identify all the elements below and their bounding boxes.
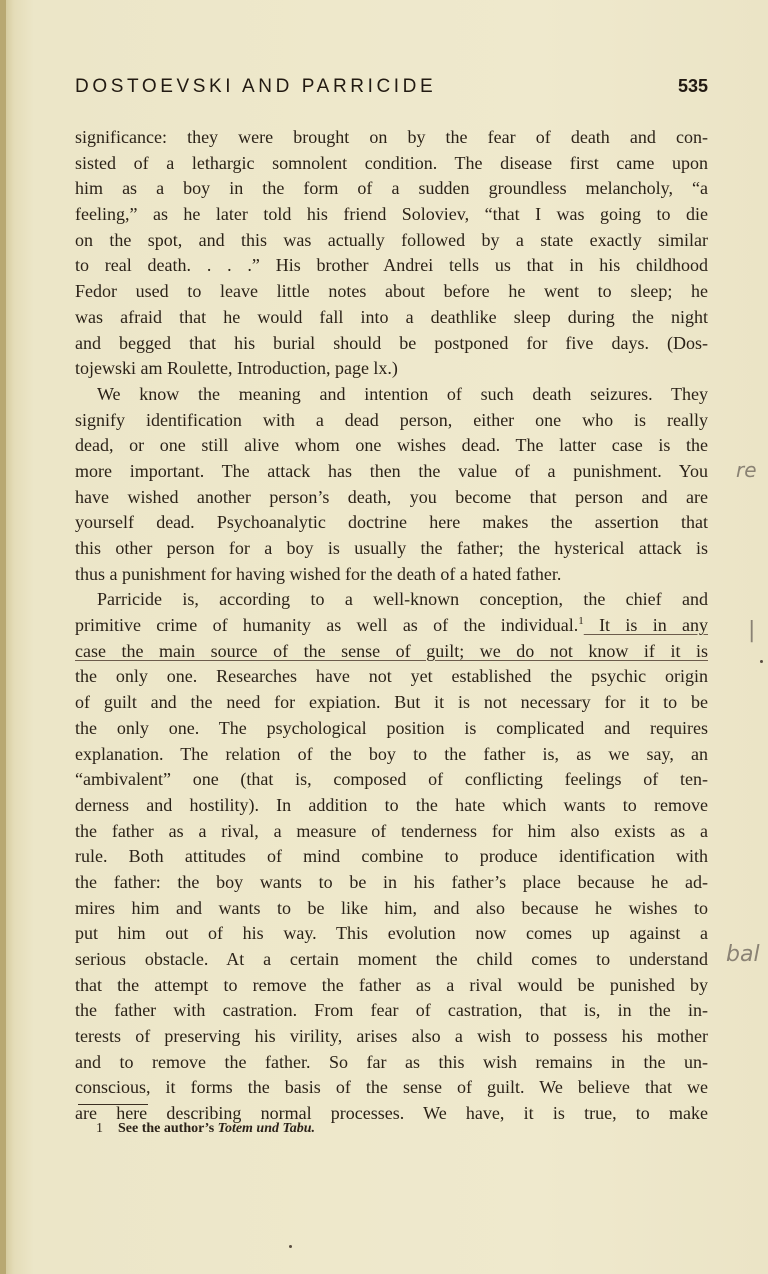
- text-line: are here describing normal processes. We have, it is true, to make: [75, 1103, 708, 1124]
- text-line: serious obstacle. At a certain moment the child comes to understand: [75, 949, 708, 969]
- text-line: Parricide is, according to a well-known conception, the chief and: [97, 589, 708, 610]
- margin-annotation: bal: [726, 942, 760, 967]
- text-line: the only one. The psychological position is complicated and requires: [75, 717, 708, 738]
- underlined-text: It is in any: [583, 615, 709, 636]
- text-line: more important. The attack has then the value of a punishment. You: [75, 460, 708, 481]
- text-line: have wished another person’s death, you become that person and are: [75, 486, 708, 507]
- paragraph-2: [75, 382, 708, 588]
- text-line: conscious, it forms the basis of the sense of guilt. We believe that we: [75, 1077, 708, 1098]
- page-speck: [289, 1245, 292, 1248]
- text-line: the father with castration. From fear of castration, that is, in the in-: [75, 1000, 708, 1021]
- footnote-number: 1: [96, 1121, 103, 1136]
- text-line: this other person for a boy is usually the father; the hysterical attack is: [75, 538, 708, 558]
- text-line: signify identification with a dead person, either one who is really: [75, 409, 708, 430]
- text-line: thus a punishment for having wished for the death of a hated father.: [75, 563, 562, 584]
- text-line: dead, or one still alive whom one wishes dead. The latter case is the: [75, 435, 708, 456]
- text-line: of guilt and the need for expiation. But it is not necessary for it to be: [75, 692, 708, 713]
- text-line: tojewski am Roulette, Introduction, page lx.): [75, 358, 398, 379]
- text-line: feeling,” as he later told his friend Soloviev, “that I was going to die: [75, 204, 708, 225]
- text-line: and to remove the father. So far as this wish remains in the un-: [75, 1051, 708, 1072]
- text-line: We know the meaning and intention of such death seizures. They: [97, 383, 708, 404]
- text-line: explanation. The relation of the boy to the father is, as we say, an: [75, 743, 708, 764]
- footnote-reference: 1: [578, 615, 584, 628]
- text-line: on the spot, and this was actually followed by a state exactly similar: [75, 229, 708, 250]
- text-line: the only one. Researches have not yet established the psychic origin: [75, 666, 708, 687]
- text-line: rule. Both attitudes of mind combine to produce identification with: [75, 846, 708, 867]
- footnote-rule: [78, 1104, 148, 1105]
- text-fragment: primitive crime of humanity as well as of the individual.: [75, 615, 579, 636]
- text-line: put him out of his way. This evolution now comes up against a: [75, 923, 708, 944]
- text-line: him as a boy in the form of a sudden groundless melancholy, “a: [75, 178, 708, 199]
- body-text: [75, 125, 708, 1127]
- underlined-text-line: case the main source of the sense of guilt; we do not know if it is: [75, 640, 708, 661]
- text-line: terests of preserving his virility, arises also a wish to possess his mother: [75, 1026, 708, 1047]
- text-line: and begged that his burial should be postponed for five days. (Dos-: [75, 332, 708, 353]
- text-line: the father: the boy wants to be in his father’s place because he ad-: [75, 871, 708, 892]
- text-line: [75, 613, 708, 639]
- running-head: [75, 76, 708, 102]
- margin-dot: [760, 660, 763, 663]
- text-line: to real death. . . .” His brother Andrei tells us that in his childhood: [75, 255, 708, 276]
- text-line: significance: they were brought on by the fear of death and con-: [75, 127, 708, 147]
- footnote: [96, 1121, 316, 1137]
- text-line: Fedor used to leave little notes about before he went to sleep; he: [75, 281, 708, 302]
- footnote-text: See the author’s: [118, 1121, 218, 1136]
- text-line: that the attempt to remove the father as a rival would be punished by: [75, 974, 708, 995]
- text-line: the father as a rival, a measure of tenderness for him also exists as a: [75, 820, 708, 841]
- margin-annotation: re: [736, 458, 757, 482]
- paragraph-3: [75, 587, 708, 1126]
- margin-stroke: |: [748, 618, 756, 643]
- page-number: 535: [677, 76, 708, 96]
- running-head-title: DOSTOEVSKI AND PARRICIDE: [75, 76, 437, 97]
- text-line: “ambivalent” one (that is, composed of conflicting feelings of ten-: [75, 769, 708, 790]
- text-line: yourself dead. Psychoanalytic doctrine here makes the assertion that: [75, 512, 708, 533]
- text-line: mires him and wants to be like him, and also because he wishes to: [75, 897, 708, 918]
- paragraph-1: [75, 125, 708, 382]
- footnote-title: Totem und Tabu.: [217, 1121, 316, 1136]
- text-line: sisted of a lethargic somnolent condition. The disease first came upon: [75, 152, 708, 173]
- text-line: was afraid that he would fall into a deathlike sleep during the night: [75, 306, 708, 327]
- text-line: derness and hostility). In addition to the hate which wants to remove: [75, 794, 708, 815]
